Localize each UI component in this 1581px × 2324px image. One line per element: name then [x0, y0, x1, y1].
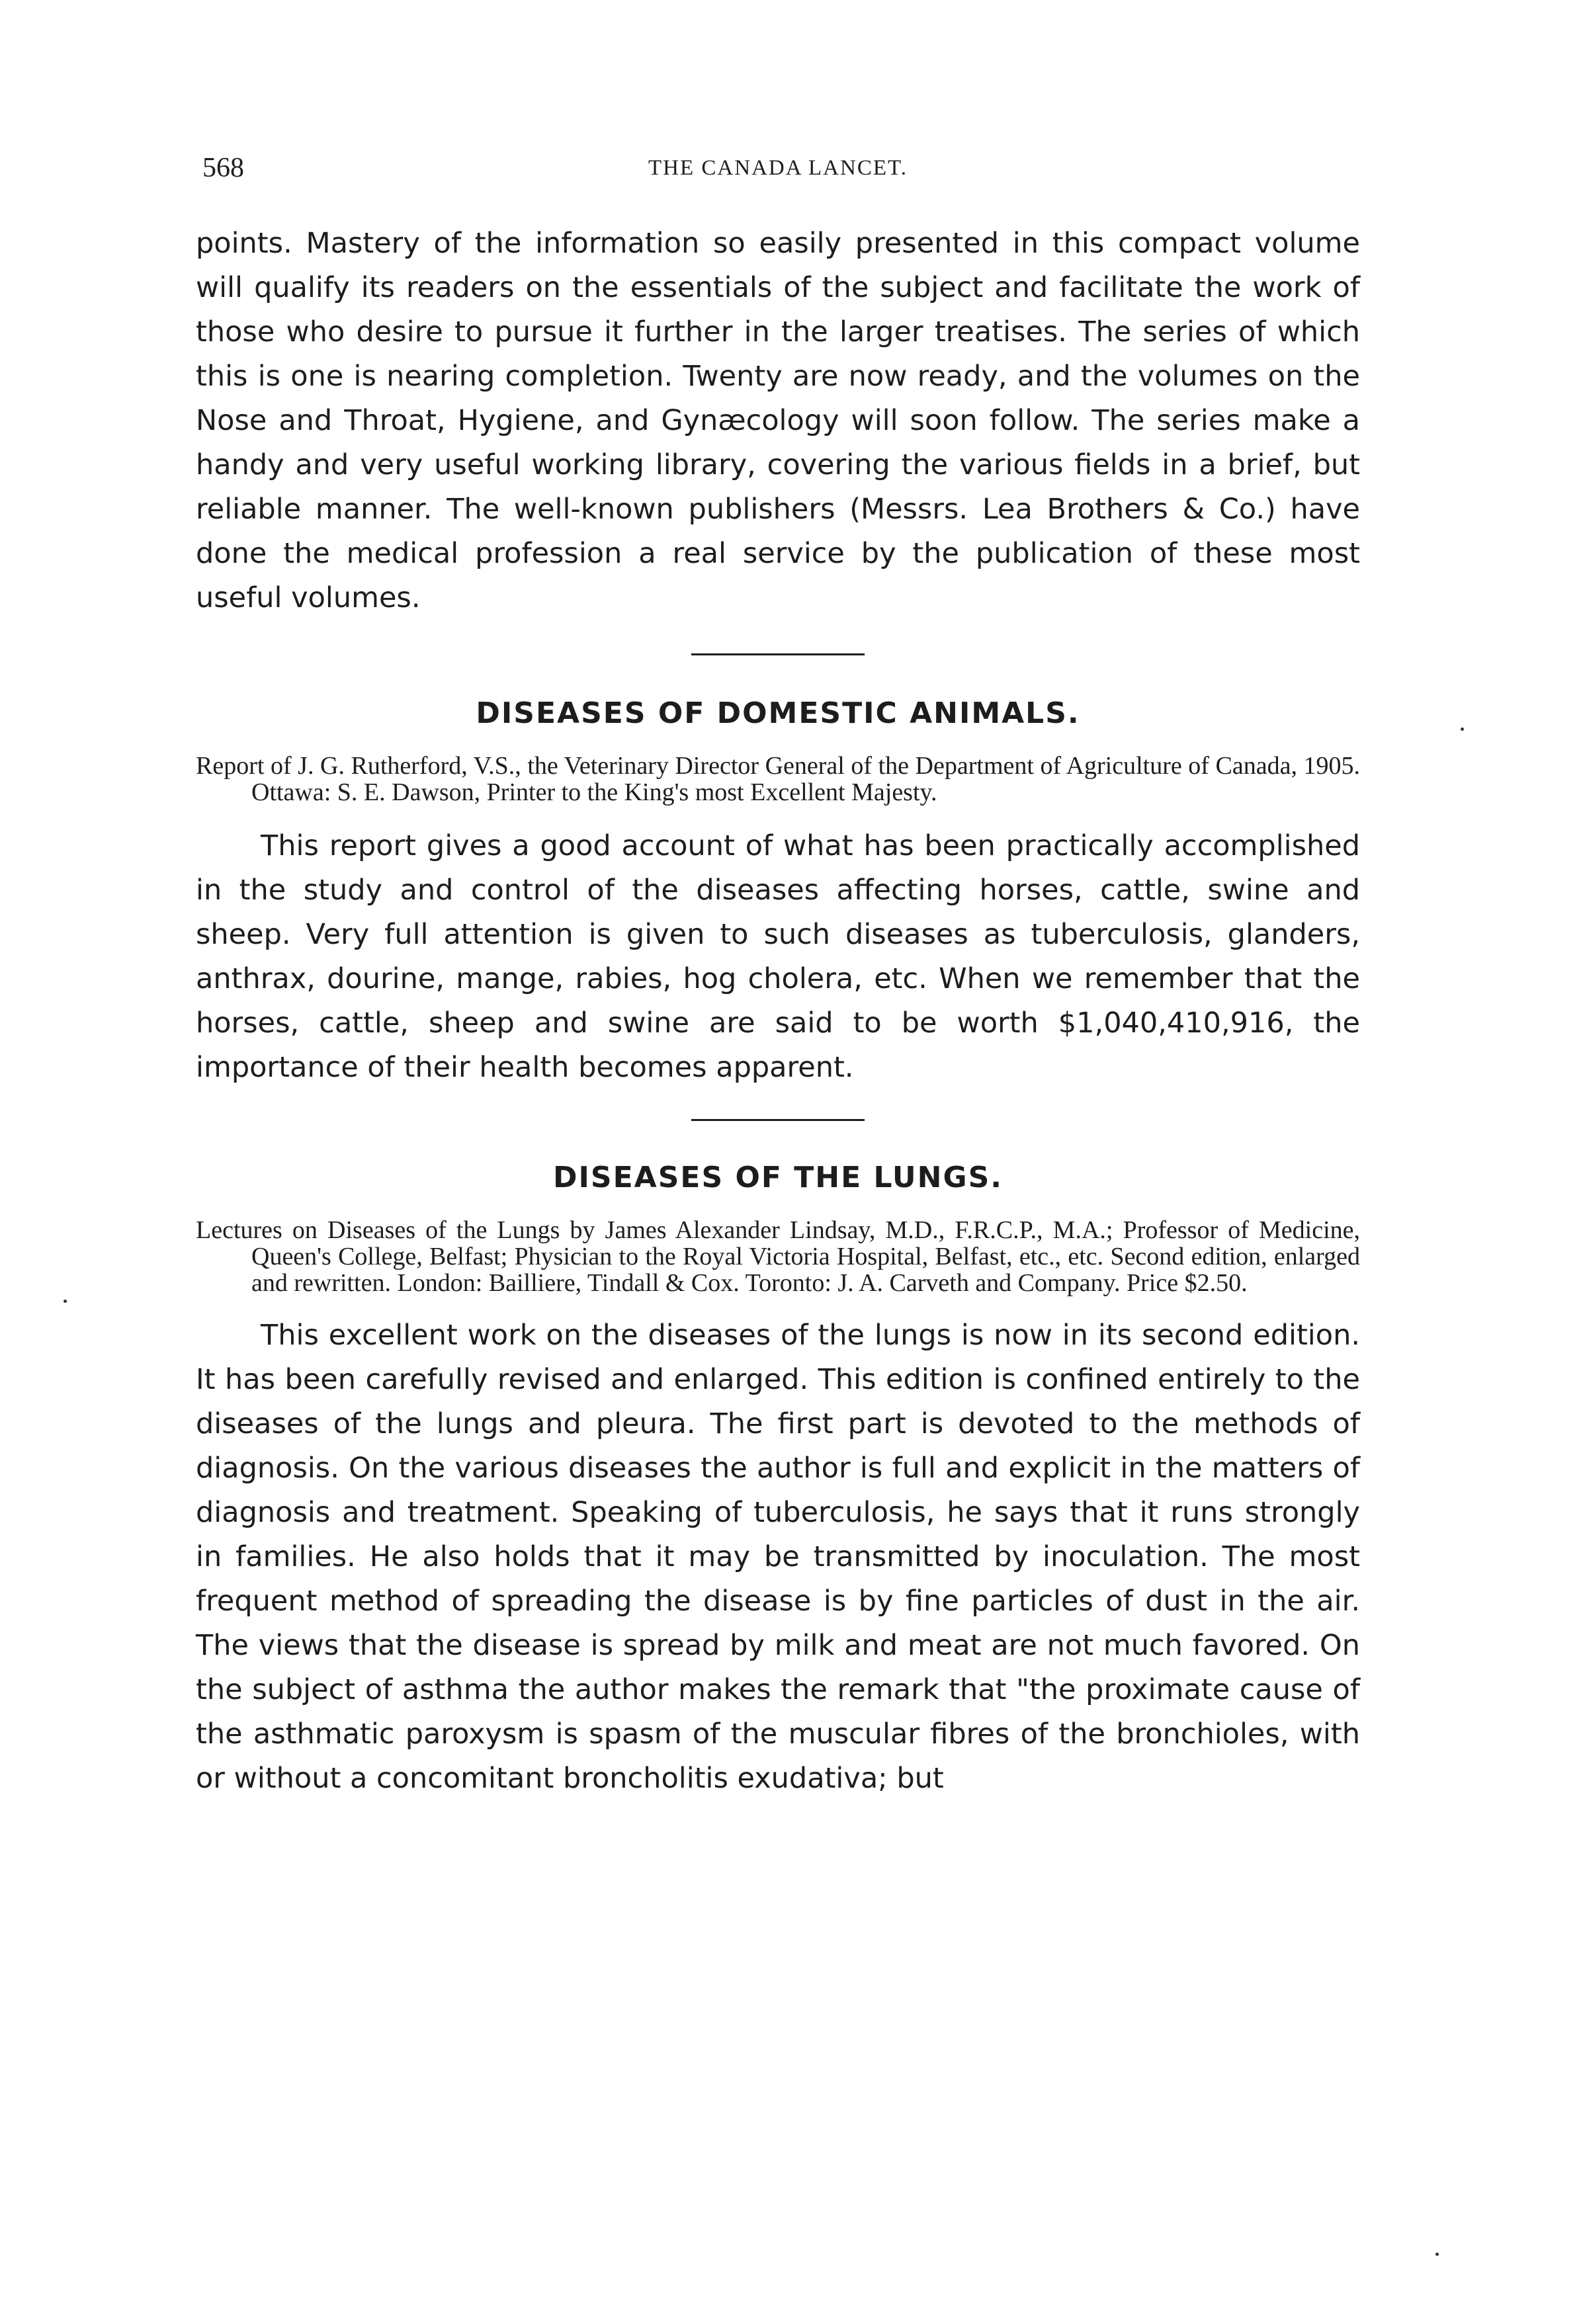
- journal-title: THE CANADA LANCET.: [648, 156, 908, 180]
- citation: Report of J. G. Rutherford, V.S., the Veterinary Director General of the Department of Agriculture of Canada, 1905. Ottawa: S. E. Dawson, Printer to the King's most Excellent Majesty.: [196, 752, 1360, 806]
- book-page: [196, 126, 1360, 1801]
- page-number: 568: [202, 153, 244, 183]
- citation: Lectures on Diseases of the Lungs by James Alexander Lindsay, M.D., F.R.C.P., M.A.; Professor of Medicine, Queen's College, Belfast; Physician to the Royal Victoria Hospital, Belfast, etc., etc. Second edition, enlarged and rewritten. London: Bailliere, Tindall & Cox. Toronto: J. A. Carveth and Company. Price $2.50.: [196, 1216, 1360, 1297]
- paper-speck: [1461, 727, 1464, 731]
- review-paragraph: This excellent work on the diseases of the lungs is now in its second edition. It has been carefully revised and enlarged. This edition is confined entirely to the diseases of the lungs and pleura. The first part is devoted to the methods of diagnosis. On the various diseases the author is full and explicit in the matters of diagnosis and treatment. Speaking of tuberculosis, he says that it runs strongly in families. He also holds that it may be transmitted by inoculation. The most frequent method of spreading the disease is by fine particles of dust in the air. The views that the disease is spread by milk and meat are not much favored. On the subject of asthma the author makes the remark that "the proximate cause of the asthmatic paroxysm is spasm of the muscular fibres of the bronchioles, with or without a concomitant broncholitis exudativa; but: [196, 1319, 1360, 1795]
- review-diseases-of-lungs: [196, 1161, 1360, 1801]
- review-paragraph: This report gives a good account of what has been practically accomplished in the study and control of the diseases affecting horses, cattle, swine and sheep. Very full attention is given to such diseases as tuberculosis, glanders, anthrax, dourine, mange, rabies, hog cholera, etc. When we remember that the horses, cattle, sheep and swine are said to be worth $1,040,410,916, the importance of their health becomes apparent.: [196, 829, 1360, 1084]
- paper-speck: [64, 1300, 67, 1303]
- section-heading: DISEASES OF DOMESTIC ANIMALS.: [476, 696, 1080, 730]
- paper-speck: [1435, 2253, 1439, 2256]
- review-domestic-animals: [196, 696, 1360, 1090]
- section-divider: [691, 1119, 865, 1121]
- section-divider: [691, 653, 865, 655]
- section-heading: DISEASES OF THE LUNGS.: [553, 1161, 1003, 1194]
- running-head: [196, 126, 1360, 185]
- intro-paragraph: points. Mastery of the information so easily presented in this compact volume will qualify its readers on the essentials of the subject and facilitate the work of those who desire to pursue it further in the larger treatises. The series of which this is one is nearing completion. Twenty are now ready, and the volumes on the Nose and Throat, Hygiene, and Gynæcology will soon follow. The series make a handy and very useful working library, covering the various fields in a brief, but reliable manner. The well-known publishers (Messrs. Lea Brothers & Co.) have done the medical profession a real service by the publication of these most useful volumes.: [196, 227, 1360, 614]
